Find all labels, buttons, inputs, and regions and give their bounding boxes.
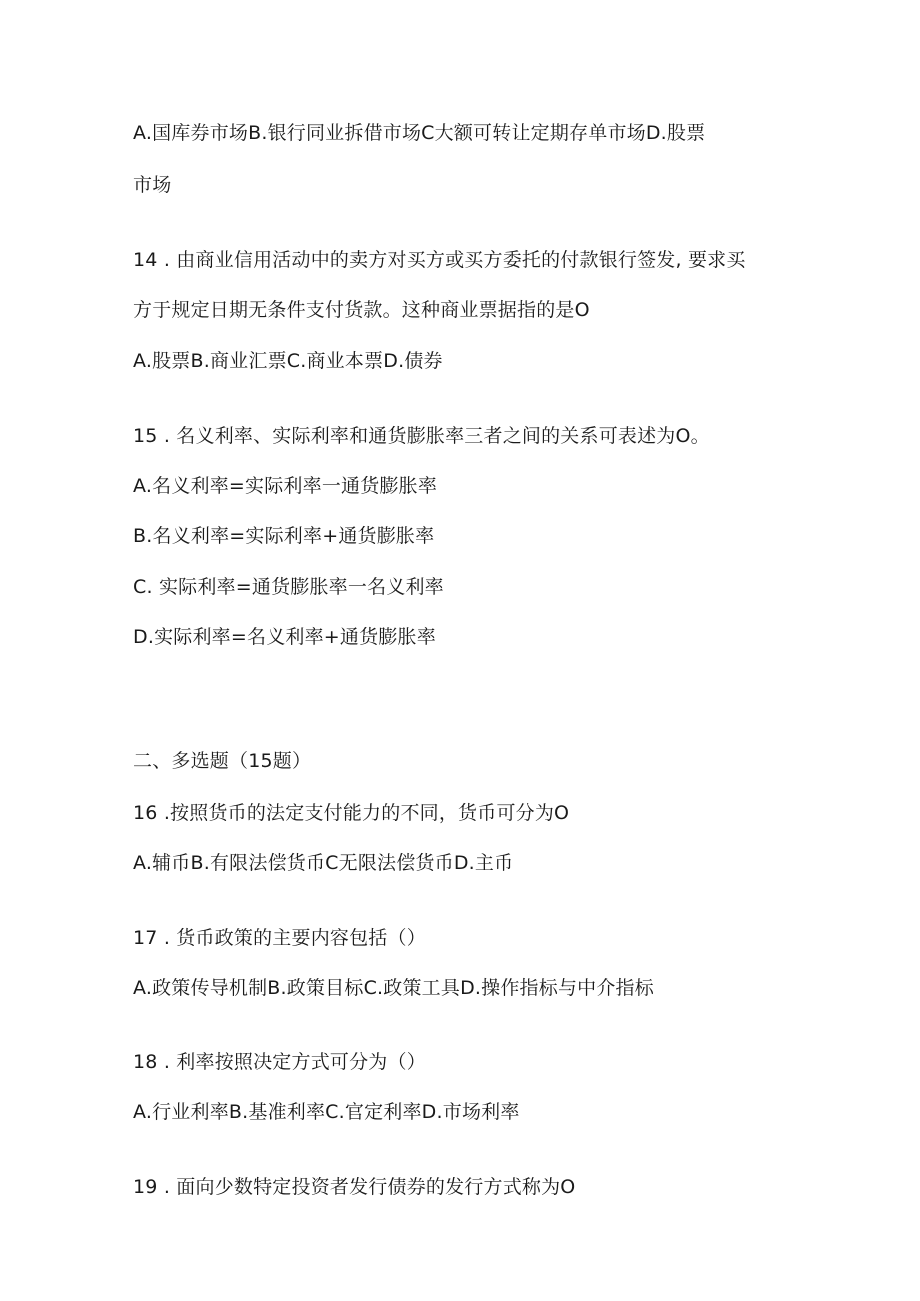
q16-stem: 16 .按照货币的法定支付能力的不同，货币可分为O (133, 802, 570, 824)
q18-stem: 18 . 利率按照决定方式可分为（） (133, 1051, 426, 1073)
q19-stem: 19 . 面向少数特定投资者发行债券的发行方式称为O (133, 1176, 576, 1198)
q15-option-c: C. 实际利率=通货膨胀率一名义利率 (133, 576, 444, 598)
q15-option-b: B.名义利率=实际利率+通货膨胀率 (133, 525, 435, 547)
q15-stem: 15 . 名义利率、实际利率和通货膨胀率三者之间的关系可表述为O。 (133, 425, 710, 447)
q14-stem-line-2: 方于规定日期无条件支付货款。这种商业票据指的是O (133, 299, 590, 321)
q13-options-line-1: A.国库券市场B.银行同业拆借市场C大额可转让定期存单市场D.股票 (133, 122, 706, 144)
q17-stem: 17 . 货币政策的主要内容包括（） (133, 927, 426, 949)
q15-option-d: D.实际利率=名义利率+通货膨胀率 (133, 626, 436, 648)
q17-options: A.政策传导机制B.政策目标C.政策工具D.操作指标与中介指标 (133, 977, 654, 999)
q14-stem-line-1: 14 . 由商业信用活动中的卖方对买方或买方委托的付款银行签发, 要求买 (133, 249, 746, 271)
section-heading-multiple-choice: 二、多选题（15题） (133, 750, 312, 772)
q18-options: A.行业利率B.基准利率C.官定利率D.市场利率 (133, 1101, 520, 1123)
q13-options-line-2: 市场 (133, 174, 172, 196)
q14-options: A.股票B.商业汇票C.商业本票D.债券 (133, 350, 443, 372)
q16-options: A.辅币B.有限法偿货币C无限法偿货币D.主币 (133, 852, 514, 874)
q15-option-a: A.名义利率=实际利率一通货膨胀率 (133, 475, 438, 497)
